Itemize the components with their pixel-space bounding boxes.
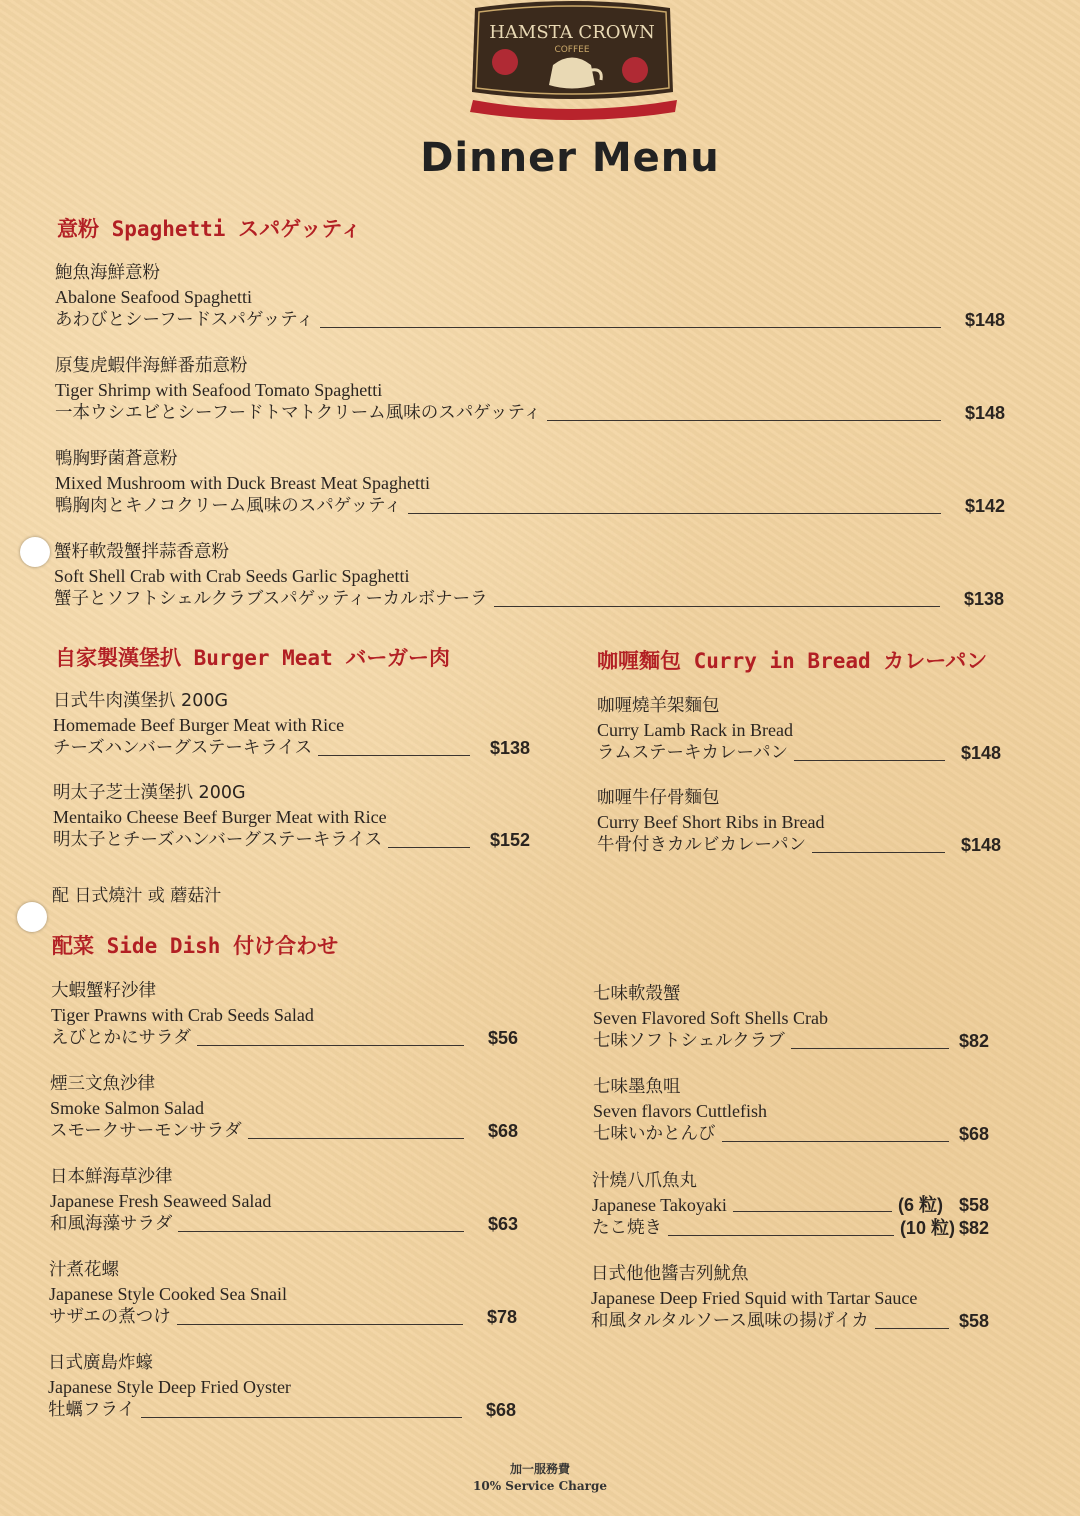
item-name-zh: 汁燒八爪魚丸 xyxy=(592,1171,697,1191)
item-price: $78 xyxy=(486,1307,517,1327)
menu-item xyxy=(51,980,518,1051)
item-name-en: Japanese Style Cooked Sea Snail xyxy=(49,1283,287,1304)
item-name-zh: 明太子芝士漢堡扒 200G xyxy=(53,783,246,803)
item-name-en: Mixed Mushroom with Duck Breast Meat Spaghetti xyxy=(55,472,430,493)
service-charge-zh: 加一服務費 xyxy=(509,1462,570,1476)
item-price: $138 xyxy=(489,738,530,758)
item-name-ja: 一本ウシエビとシーフードトマトクリーム風味のスパゲッティ xyxy=(55,403,542,423)
item-name-ja: あわびとシーフードスパゲッティ xyxy=(55,310,314,330)
item-name-ja: たこ焼き xyxy=(592,1218,662,1238)
item-name-ja: 蟹子とソフトシェルクラブスパゲッティーカルボナーラ xyxy=(54,589,488,609)
leader-line xyxy=(794,759,945,761)
item-name-ja: 和風海藻サラダ xyxy=(50,1214,173,1234)
menu-item xyxy=(50,1166,518,1237)
item-price: $148 xyxy=(960,743,1001,763)
menu-item xyxy=(48,1352,516,1423)
item-name-ja: 七味いかとんび xyxy=(593,1124,716,1144)
item-price: $58 xyxy=(958,1311,989,1331)
item-name-zh: 鮑魚海鮮意粉 xyxy=(55,263,160,283)
item-name-ja: 七味ソフトシェルクラブ xyxy=(593,1031,785,1051)
item-name-en: Abalone Seafood Spaghetti xyxy=(55,286,252,307)
leader-line xyxy=(197,1044,464,1046)
item-name-zh: 七味軟殼蟹 xyxy=(593,984,681,1004)
item-name-en: Seven flavors Cuttlefish xyxy=(593,1100,767,1121)
item-name-zh: 咖喱牛仔骨麵包 xyxy=(597,788,720,808)
service-charge-en: 10% Service Charge xyxy=(473,1479,607,1493)
item-name-zh: 原隻虎蝦伴海鮮番茄意粉 xyxy=(55,356,248,376)
item-name-zh: 咖喱燒羊架麵包 xyxy=(597,696,720,716)
leader-line xyxy=(668,1234,894,1236)
item-name-ja: ラムステーキカレーパン xyxy=(597,743,789,763)
item-price: $58 xyxy=(958,1194,989,1215)
item-price: $82 xyxy=(958,1218,989,1238)
menu-item xyxy=(50,1073,518,1144)
item-name-zh: 汁煮花螺 xyxy=(49,1260,119,1280)
item-name-en: Japanese Deep Fried Squid with Tartar Sauce xyxy=(591,1287,918,1308)
item-price: $142 xyxy=(964,496,1005,516)
logo-brand-text: HAMSTA CROWN xyxy=(489,22,655,43)
page-title: Dinner Menu xyxy=(420,135,720,181)
item-name-en: Soft Shell Crab with Crab Seeds Garlic Spaghetti xyxy=(54,565,410,586)
item-name-zh: 七味墨魚咀 xyxy=(593,1077,681,1097)
item-name-en: Tiger Prawns with Crab Seeds Salad xyxy=(51,1004,314,1025)
leader-line xyxy=(318,754,470,756)
item-name-en: Homemade Beef Burger Meat with Rice xyxy=(53,714,345,735)
item-name-en: Japanese Style Deep Fried Oyster xyxy=(48,1376,291,1397)
item-name-en: Seven Flavored Soft Shells Crab xyxy=(593,1007,828,1028)
item-price: $68 xyxy=(958,1124,989,1144)
hamsta-crown-logo xyxy=(465,0,680,128)
leader-line xyxy=(388,846,470,848)
menu-item xyxy=(53,782,530,853)
item-name-ja: 牛骨付きカルビカレーパン xyxy=(597,835,807,855)
item-name-zh: 日本鮮海草沙律 xyxy=(50,1167,173,1187)
item-price: $138 xyxy=(963,589,1004,609)
menu-item xyxy=(593,983,989,1054)
item-name-en: Curry Lamb Rack in Bread xyxy=(597,719,793,740)
item-name-en: Curry Beef Short Ribs in Bread xyxy=(597,811,825,832)
punch-hole-bottom xyxy=(17,902,47,932)
menu-item xyxy=(597,695,1001,766)
leader-line xyxy=(141,1416,462,1418)
menu-item xyxy=(592,1170,989,1241)
item-price: $56 xyxy=(487,1028,518,1048)
item-price: $63 xyxy=(487,1214,518,1234)
item-name-ja: 明太子とチーズハンバーグステーキライス xyxy=(53,830,383,850)
item-name-ja: サザエの煮つけ xyxy=(49,1307,171,1327)
leader-line xyxy=(722,1140,949,1142)
leader-line xyxy=(177,1323,463,1325)
item-name-zh: 日式廣島炸蠔 xyxy=(48,1353,153,1373)
item-price: $148 xyxy=(964,310,1005,330)
item-name-zh: 大蝦蟹籽沙律 xyxy=(51,981,156,1001)
item-price: $82 xyxy=(958,1031,989,1051)
item-price: $152 xyxy=(489,830,530,850)
leader-line xyxy=(494,605,940,607)
leader-line xyxy=(408,512,941,514)
leader-line xyxy=(733,1210,892,1212)
item-qty: (6 粒) xyxy=(897,1194,943,1215)
menu-item xyxy=(55,262,1005,333)
item-price: $68 xyxy=(485,1400,516,1420)
item-price: $68 xyxy=(487,1121,518,1141)
leader-line xyxy=(320,326,941,328)
menu-item xyxy=(591,1263,989,1334)
punch-hole-top xyxy=(20,537,50,567)
section-burger-heading: 自家製漢堡扒 Burger Meat バーガー肉 xyxy=(55,646,450,670)
leader-line xyxy=(791,1047,949,1049)
leader-line xyxy=(875,1327,949,1329)
burger-sauce-note: 配 日式燒汁 或 蘑菇汁 xyxy=(52,886,222,906)
logo-sub-text: COFFEE xyxy=(554,45,590,55)
menu-item xyxy=(55,448,1005,519)
item-name-ja: 鴨胸肉とキノコクリーム風味のスパゲッティ xyxy=(55,496,402,516)
item-name-en: Mentaiko Cheese Beef Burger Meat with Rice xyxy=(53,806,387,827)
menu-item xyxy=(49,1259,517,1330)
item-name-ja: 和風タルタルソース風味の揚げイカ xyxy=(591,1311,869,1331)
menu-item xyxy=(55,355,1005,426)
menu-item xyxy=(53,690,530,761)
item-name-ja: えびとかにサラダ xyxy=(51,1028,191,1048)
item-name-zh: 鴨胸野菌蒼意粉 xyxy=(55,449,178,469)
item-name-zh: 蟹籽軟殼蟹拌蒜香意粉 xyxy=(54,542,229,562)
item-name-ja: 牡蠣フライ xyxy=(48,1400,135,1420)
item-name-en: Japanese Takoyaki xyxy=(592,1194,727,1215)
item-price: $148 xyxy=(960,835,1001,855)
item-name-ja: スモークサーモンサラダ xyxy=(50,1121,242,1141)
item-name-zh: 日式牛肉漢堡扒 200G xyxy=(53,691,229,711)
item-name-zh: 日式他他醬吉列魷魚 xyxy=(591,1264,749,1284)
menu-item xyxy=(593,1076,989,1147)
section-curry-heading: 咖喱麵包 Curry in Bread カレーパン xyxy=(597,649,988,673)
item-name-ja: チーズハンバーグステーキライス xyxy=(53,738,313,758)
item-name-en: Tiger Shrimp with Seafood Tomato Spaghetti xyxy=(55,379,383,400)
item-qty: (10 粒) xyxy=(899,1218,955,1238)
menu-item xyxy=(54,541,1004,612)
section-side-heading: 配菜 Side Dish 付け合わせ xyxy=(52,934,339,958)
menu-item xyxy=(597,787,1001,858)
leader-line xyxy=(547,419,941,421)
item-name-zh: 煙三文魚沙律 xyxy=(50,1074,155,1094)
item-price: $148 xyxy=(964,403,1005,423)
item-name-en: Smoke Salmon Salad xyxy=(50,1097,204,1118)
leader-line xyxy=(178,1230,464,1232)
leader-line xyxy=(812,851,945,853)
leader-line xyxy=(248,1137,464,1139)
item-name-en: Japanese Fresh Seaweed Salad xyxy=(50,1190,272,1211)
section-spaghetti-heading: 意粉 Spaghetti スパゲッティ xyxy=(57,217,362,241)
